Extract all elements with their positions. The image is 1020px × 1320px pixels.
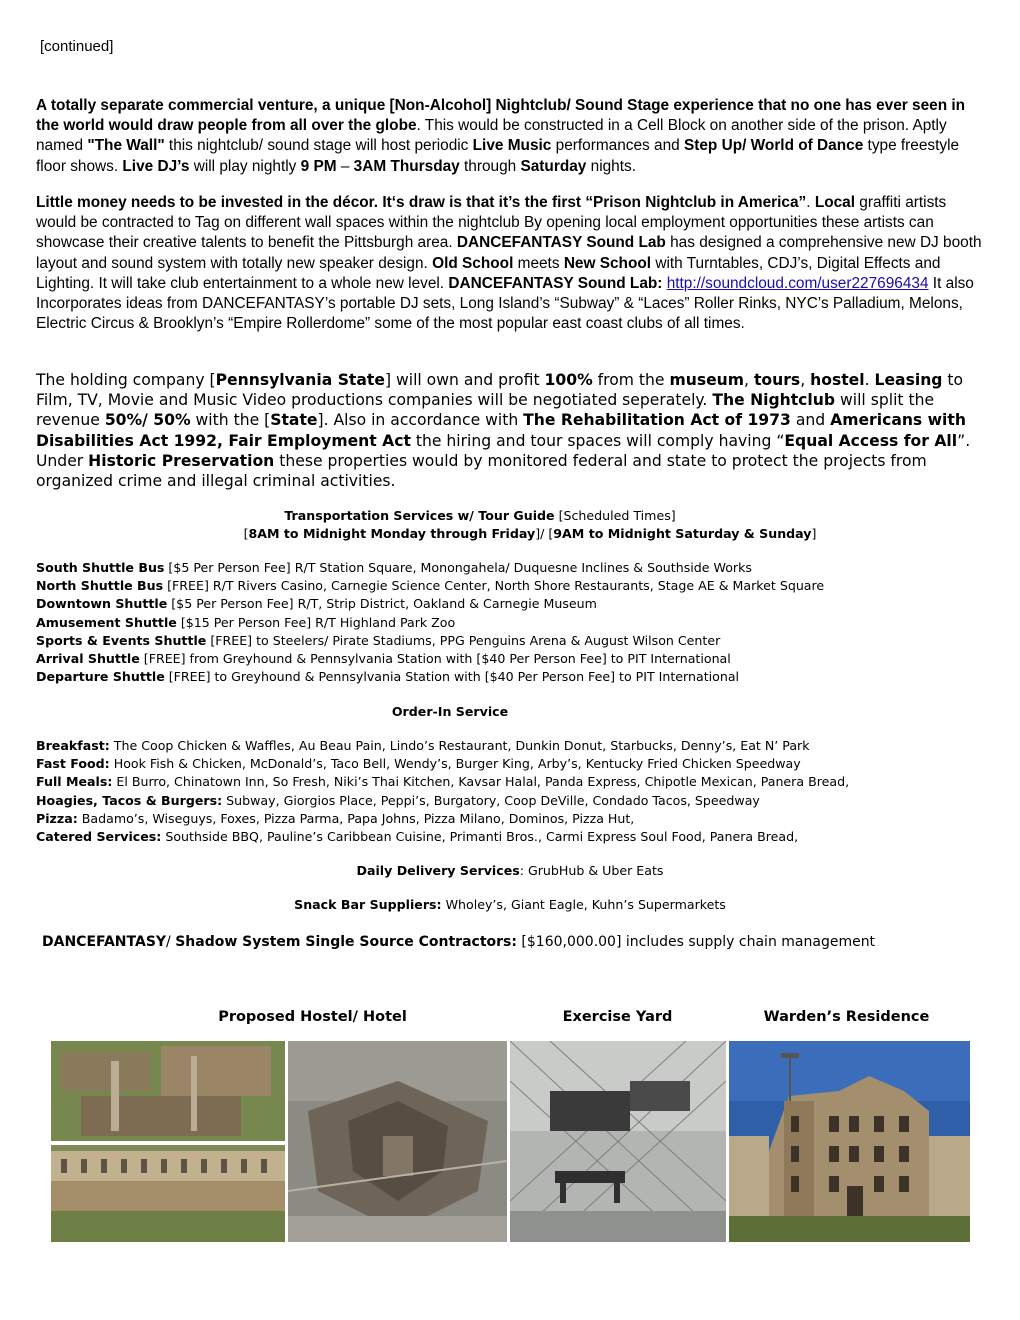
holding-company-paragraph: The holding company [Pennsylvania State] will own and profit 100% from the museum, tours, hostel. Leasing to Film, TV, Movie and Music Video productions companies will be negotiated seperately. The Nightclub will split the revenue 50%/ 50% with the [State]. Also in accordance with The Rehabilitation Act of 1973 and Americans with Disabilities Act 1992, Fair Employment Act the hiring and tour spaces will comply having “Equal Access for All”. Under Historic Preservation these properties would by monitored federal and state to protect the projects from organized crime and illegal criminal activities. <box>36 371 971 491</box>
snack-bar-line: Snack Bar Suppliers: Wholey’s, Giant Eagle, Kuhn’s Supermarkets <box>294 897 726 912</box>
list-item: Hoagies, Tacos & Burgers: Subway, Giorgios Place, Peppi’s, Burgatory, Coop DeVille, Condado Tacos, Speedway <box>36 792 760 808</box>
list-item: Pizza: Badamo’s, Wiseguys, Foxes, Pizza Parma, Papa Johns, Pizza Milano, Dominos, Pizza Hut, <box>36 810 635 826</box>
hostel-aerial-photo <box>51 1041 285 1242</box>
wardens-residence-photo <box>729 1041 970 1242</box>
list-item: Fast Food: Hook Fish & Chicken, McDonald’s, Taco Bell, Wendy’s, Burger King, Arby’s, Kentucky Fried Chicken Speedway <box>36 756 801 772</box>
cell-block-aerial-photo <box>288 1041 507 1242</box>
list-item: Catered Services: Southside BBQ, Pauline’s Caribbean Cuisine, Primanti Bros., Carmi Express Soul Food, Panera Bread, <box>36 828 799 844</box>
list-item: Sports & Events Shuttle [FREE] to Steelers/ Pirate Stadiums, PPG Penguins Arena & August Wilson Center <box>36 632 721 648</box>
nightclub-paragraph: A totally separate commercial venture, a unique [Non-Alcohol] Nightclub/ Sound Stage experience that no one has ever seen in the world would draw people from all over the globe. This would be constructed in a Cell Block on another side of the prison. Aptly named "The Wall" this nightclub/ sound stage will host periodic Live Music performances and Step Up/ World of Dance type freestyle floor shows. Live DJ’s will play nightly 9 PM – 3AM Thursday through Saturday nights. <box>36 97 966 175</box>
decor-paragraph: Little money needs to be invested in the décor. It‘s draw is that it’s the first “Prison Nightclub in America”. Local graffiti artists would be contracted to Tag on different wall spaces within the nightclub By opening local employment opportunities these artists can showcase their creative talents to benefit the Pittsburgh area. DANCEFANTASY Sound Lab has designed a comprehensive new DJ booth layout and sound system with totally new speaker design. Old School meets New School with Turntables, CDJ’s, Digital Effects and Lighting. It will take club entertainment to a whole new level. DANCEFANTASY Sound Lab: http://soundcloud.com/user227696434 It also Incorporates ideas from DANCEFANTASY’s portable DJ sets, Long Island’s “Subway” & “Laces” Roller Rinks, NYC’s Palladium, Melons, Electric Circus & Brooklyn’s “Empire Rollerdome” some of the most popular east coast clubs of all times. <box>36 194 982 333</box>
delivery-line: Daily Delivery Services: GrubHub & Uber Eats <box>356 863 664 878</box>
caption-hostel: Proposed Hostel/ Hotel <box>218 1009 407 1025</box>
soundcloud-link[interactable]: http://soundcloud.com/user227696434 <box>666 274 929 292</box>
caption-exercise-yard: Exercise Yard <box>562 1009 673 1025</box>
bold-text: A totally separate commercial venture, a unique [Non-Alcohol] Nightclub/ Sound Stage experience that no one has ever seen in the world would draw people from all over the globe <box>36 97 966 135</box>
contractors-line: DANCEFANTASY/ Shadow System Single Source Contractors: [$160,000.00] includes supply chain management <box>42 934 876 950</box>
caption-wardens-residence: Warden’s Residence <box>763 1009 930 1025</box>
order-in-list <box>36 737 996 846</box>
list-item: Arrival Shuttle [FREE] from Greyhound & Pennsylvania Station with [$40 Per Person Fee] to PIT International <box>36 650 731 666</box>
continued-label: [continued] <box>40 38 114 55</box>
list-item: South Shuttle Bus [$5 Per Person Fee] R/T Station Square, Monongahela/ Duquesne Inclines & Southside Works <box>36 560 752 575</box>
list-item: North Shuttle Bus [FREE] R/T Rivers Casino, Carnegie Science Center, North Shore Restaurants, Stage AE & Market Square <box>36 578 825 594</box>
list-item: Full Meals: El Burro, Chinatown Inn, So Fresh, Niki’s Thai Kitchen, Kavsar Halal, Panda Express, Chipotle Mexican, Panera Bread, <box>36 774 850 790</box>
list-item: Breakfast: The Coop Chicken & Waffles, Au Beau Pain, Lindo’s Restaurant, Dunkin Donut, Starbucks, Denny’s, Eat N’ Park <box>36 738 810 753</box>
order-in-heading: Order-In Service <box>391 704 509 719</box>
list-item: Departure Shuttle [FREE] to Greyhound & Pennsylvania Station with [$40 Per Person Fee] to PIT International <box>36 669 740 685</box>
transport-heading: Transportation Services w/ Tour Guide [Scheduled Times] <box>284 508 676 523</box>
list-item: Downtown Shuttle [$5 Per Person Fee] R/T, Strip District, Oakland & Carnegie Museum <box>36 596 597 612</box>
list-item: Amusement Shuttle [$15 Per Person Fee] R/T Highland Park Zoo <box>36 614 456 630</box>
transport-hours: [8AM to Midnight Monday through Friday]/ [9AM to Midnight Saturday & Sunday] <box>243 526 817 541</box>
exercise-yard-photo <box>510 1041 726 1242</box>
transport-list <box>36 559 996 686</box>
